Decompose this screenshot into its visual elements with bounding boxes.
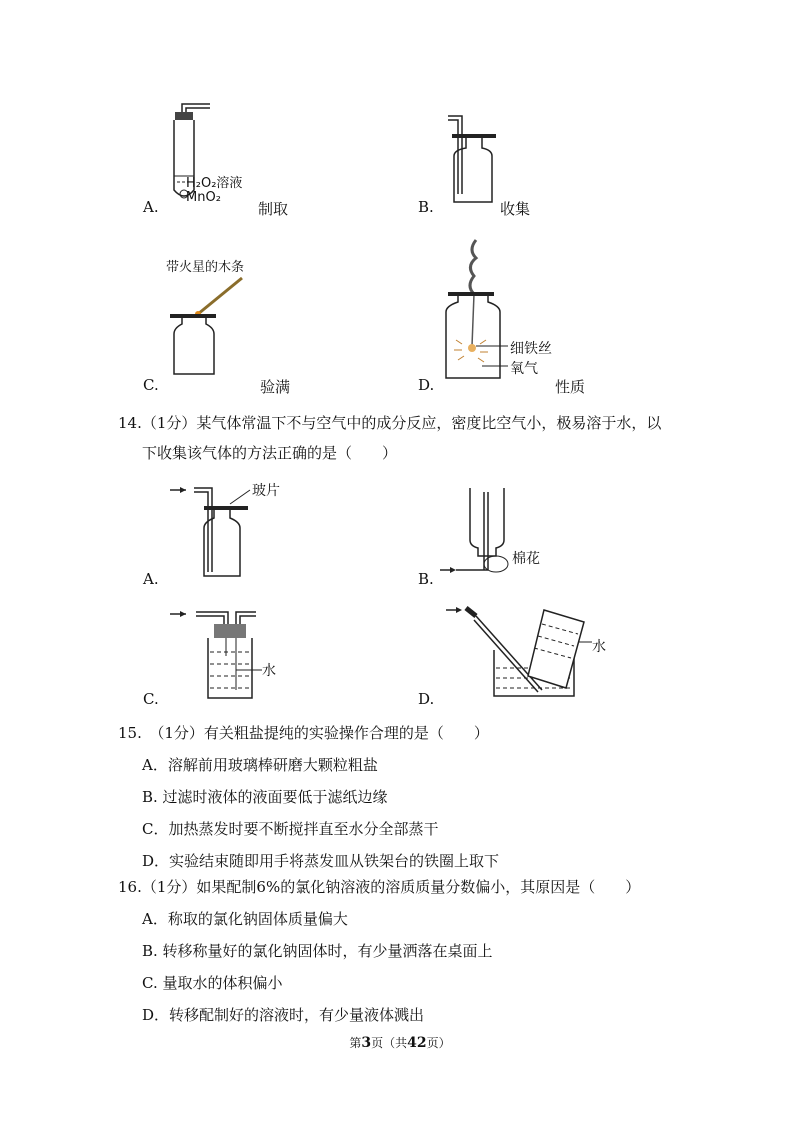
q16-option-c: C. 量取水的体积偏小 [142,974,283,992]
iron-wire-label: 细铁丝 [510,341,552,357]
footer-page-number: 3 [361,1035,372,1051]
footer-total-pages: 42 [407,1035,427,1051]
q13-caption-c: 验满 [260,378,291,396]
q13-caption-d: 性质 [555,378,586,396]
q14-option-d: D. [418,690,435,708]
page-footer [0,1034,800,1051]
q14-option-a: A. [143,570,159,588]
gas-bottle-figure [440,112,500,206]
splint-test-figure [170,274,250,376]
q13-caption-a: 制取 [258,200,289,218]
mno2-label: MnO₂ [186,190,221,205]
q14-option-c: C. [143,690,159,708]
q16-option-d: D．转移配制好的溶液时，有少量液体溅出 [142,1006,425,1024]
q15-option-a: A．溶解前用玻璃棒研磨大颗粒粗盐 [142,756,378,774]
q14-figure-a [168,482,258,580]
q16-option-a: A．称取的氯化钠固体质量偏大 [142,910,348,928]
footer-mid: 页（共 [371,1036,408,1050]
q13-option-b: B. [418,198,434,216]
cotton-label: 棉花 [512,551,540,567]
splint-label: 带火星的木条 [166,260,245,275]
oxygen-label: 氧气 [510,361,538,377]
q15-option-c: C．加热蒸发时要不断搅拌直至水分全部蒸干 [142,820,439,838]
q13-option-d: D. [418,376,435,394]
iron-wire-figure [440,236,520,380]
q14-stem-line1: 14.（1分）某气体常温下不与空气中的成分反应，密度比空气小，极易溶于水，以 [118,414,662,432]
h2o2-label: H₂O₂溶液 [186,176,243,191]
q15-stem: 15. （1分）有关粗盐提纯的实验操作合理的是（ ） [118,724,489,742]
slide-label: 玻片 [252,483,280,499]
q14-figure-d [444,604,594,704]
q16-stem: 16.（1分）如果配制6%的氯化钠溶液的溶质质量分数偏小，其原因是（ ） [118,878,641,896]
q13-caption-b: 收集 [500,200,531,218]
water-label-d: 水 [592,639,606,655]
q13-option-c: C. [143,376,159,394]
footer-suffix: 页） [426,1036,451,1050]
q15-option-d: D．实验结束随即用手将蒸发皿从铁架台的铁圈上取下 [142,852,500,870]
q16-option-b: B. 转移称量好的氯化钠固体时，有少量洒落在桌面上 [142,942,493,960]
q14-stem-line2: 下收集该气体的方法正确的是（ ） [142,444,398,462]
q14-figure-c [168,606,268,702]
q14-option-b: B. [418,570,434,588]
water-label-c: 水 [262,663,276,679]
q15-option-b: B. 过滤时液体的液面要低于滤纸边缘 [142,788,388,806]
footer-prefix: 第 [349,1036,362,1050]
q13-option-a: A. [143,198,159,216]
